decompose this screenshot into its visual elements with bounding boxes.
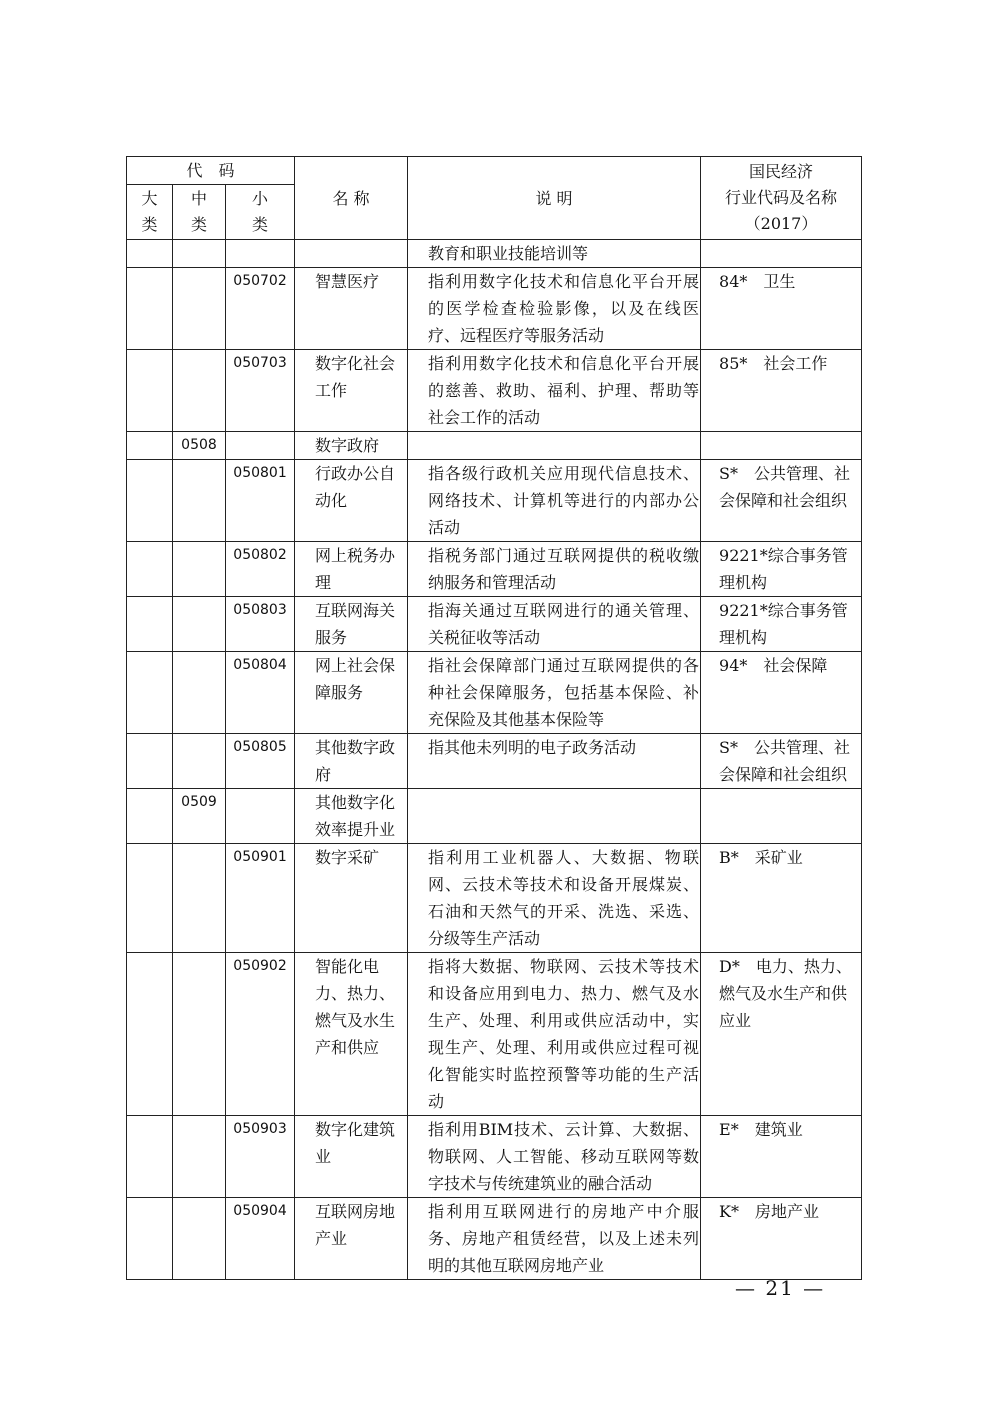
cell-minor xyxy=(226,432,295,460)
cell-name: 其他数字政府 xyxy=(295,734,408,789)
cell-minor: 050804 xyxy=(226,652,295,734)
cell-industry: S* 公共管理、社会保障和社会组织 xyxy=(701,734,862,789)
cell-name xyxy=(295,240,408,268)
cell-middle xyxy=(173,268,226,350)
cell-minor: 050802 xyxy=(226,542,295,597)
cell-name: 互联网海关服务 xyxy=(295,597,408,652)
cell-minor: 050904 xyxy=(226,1198,295,1280)
table-row xyxy=(127,789,862,844)
cell-middle xyxy=(173,652,226,734)
cell-minor: 050702 xyxy=(226,268,295,350)
cell-minor: 050703 xyxy=(226,350,295,432)
header-desc: 说 明 xyxy=(408,157,701,240)
cell-industry: 94* 社会保障 xyxy=(701,652,862,734)
cell-middle xyxy=(173,597,226,652)
cell-desc xyxy=(408,789,701,844)
cell-middle xyxy=(173,1198,226,1280)
cell-name: 其他数字化效率提升业 xyxy=(295,789,408,844)
table-row xyxy=(127,350,862,432)
cell-industry: 9221*综合事务管理机构 xyxy=(701,597,862,652)
header-name: 名 称 xyxy=(295,157,408,240)
cell-minor xyxy=(226,240,295,268)
cell-desc: 指将大数据、物联网、云技术等技术和设备应用到电力、热力、燃气及水生产、处理、利用或供应活动中，实现生产、处理、利用或供应过程可视化智能实时监控预警等功能的生产活动 xyxy=(408,953,701,1116)
cell-desc: 教育和职业技能培训等 xyxy=(408,240,701,268)
table-body xyxy=(127,240,862,1280)
cell-minor: 050903 xyxy=(226,1116,295,1198)
table-row xyxy=(127,240,862,268)
cell-minor: 050902 xyxy=(226,953,295,1116)
table-row xyxy=(127,460,862,542)
cell-middle: 0508 xyxy=(173,432,226,460)
cell-industry: B* 采矿业 xyxy=(701,844,862,953)
header-minor: 小 类 xyxy=(226,185,295,240)
cell-desc: 指利用互联网进行的房地产中介服务、房地产租赁经营，以及上述未列明的其他互联网房地产业 xyxy=(408,1198,701,1280)
cell-major xyxy=(127,734,173,789)
cell-industry: K* 房地产业 xyxy=(701,1198,862,1280)
cell-major xyxy=(127,789,173,844)
cell-industry xyxy=(701,432,862,460)
table-row xyxy=(127,734,862,789)
cell-desc: 指利用数字化技术和信息化平台开展的慈善、救助、福利、护理、帮助等社会工作的活动 xyxy=(408,350,701,432)
cell-middle: 0509 xyxy=(173,789,226,844)
cell-desc: 指税务部门通过互联网提供的税收缴纳服务和管理活动 xyxy=(408,542,701,597)
cell-middle xyxy=(173,240,226,268)
cell-desc: 指利用数字化技术和信息化平台开展的医学检查检验影像，以及在线医疗、远程医疗等服务活动 xyxy=(408,268,701,350)
cell-major xyxy=(127,953,173,1116)
cell-major xyxy=(127,844,173,953)
cell-industry: 85* 社会工作 xyxy=(701,350,862,432)
table-row xyxy=(127,542,862,597)
cell-name: 数字政府 xyxy=(295,432,408,460)
cell-desc: 指海关通过互联网进行的通关管理、关税征收等活动 xyxy=(408,597,701,652)
cell-minor: 050803 xyxy=(226,597,295,652)
cell-middle xyxy=(173,1116,226,1198)
header-industry: 国民经济 行业代码及名称 （2017） xyxy=(701,157,862,240)
header-middle: 中 类 xyxy=(173,185,226,240)
table-row xyxy=(127,953,862,1116)
table-row xyxy=(127,844,862,953)
cell-middle xyxy=(173,460,226,542)
cell-industry xyxy=(701,240,862,268)
cell-major xyxy=(127,1198,173,1280)
cell-minor: 050805 xyxy=(226,734,295,789)
cell-major xyxy=(127,542,173,597)
cell-desc: 指利用BIM技术、云计算、大数据、物联网、人工智能、移动互联网等数字技术与传统建筑业的融合活动 xyxy=(408,1116,701,1198)
header-major: 大 类 xyxy=(127,185,173,240)
classification-table xyxy=(126,156,862,1280)
cell-name: 智能化电力、热力、燃气及水生产和供应 xyxy=(295,953,408,1116)
cell-middle xyxy=(173,734,226,789)
cell-middle xyxy=(173,350,226,432)
cell-name: 网上社会保障服务 xyxy=(295,652,408,734)
cell-middle xyxy=(173,844,226,953)
cell-name: 数字采矿 xyxy=(295,844,408,953)
cell-industry: D* 电力、热力、燃气及水生产和供应业 xyxy=(701,953,862,1116)
cell-major xyxy=(127,268,173,350)
cell-desc: 指各级行政机关应用现代信息技术、网络技术、计算机等进行的内部办公活动 xyxy=(408,460,701,542)
cell-name: 网上税务办理 xyxy=(295,542,408,597)
table-row xyxy=(127,432,862,460)
cell-minor: 050901 xyxy=(226,844,295,953)
header-code: 代 码 xyxy=(127,157,295,185)
cell-major xyxy=(127,1116,173,1198)
cell-major xyxy=(127,350,173,432)
cell-desc: 指利用工业机器人、大数据、物联网、云技术等技术和设备开展煤炭、石油和天然气的开采、洗选、采选、分级等生产活动 xyxy=(408,844,701,953)
cell-major xyxy=(127,652,173,734)
cell-name: 行政办公自动化 xyxy=(295,460,408,542)
cell-industry: E* 建筑业 xyxy=(701,1116,862,1198)
cell-industry: 9221*综合事务管理机构 xyxy=(701,542,862,597)
cell-name: 数字化建筑业 xyxy=(295,1116,408,1198)
cell-major xyxy=(127,240,173,268)
cell-name: 数字化社会工作 xyxy=(295,350,408,432)
cell-major xyxy=(127,597,173,652)
cell-industry: S* 公共管理、社会保障和社会组织 xyxy=(701,460,862,542)
cell-minor: 050801 xyxy=(226,460,295,542)
table-row xyxy=(127,597,862,652)
table-row xyxy=(127,268,862,350)
cell-industry xyxy=(701,789,862,844)
cell-minor xyxy=(226,789,295,844)
table-row xyxy=(127,652,862,734)
table-row xyxy=(127,1198,862,1280)
cell-desc: 指其他未列明的电子政务活动 xyxy=(408,734,701,789)
page-number: — 21 — xyxy=(735,1276,826,1300)
cell-major xyxy=(127,432,173,460)
cell-desc: 指社会保障部门通过互联网提供的各种社会保障服务，包括基本保险、补充保险及其他基本保险等 xyxy=(408,652,701,734)
cell-name: 智慧医疗 xyxy=(295,268,408,350)
table-row xyxy=(127,1116,862,1198)
cell-middle xyxy=(173,953,226,1116)
cell-name: 互联网房地产业 xyxy=(295,1198,408,1280)
cell-middle xyxy=(173,542,226,597)
cell-desc xyxy=(408,432,701,460)
cell-major xyxy=(127,460,173,542)
cell-industry: 84* 卫生 xyxy=(701,268,862,350)
